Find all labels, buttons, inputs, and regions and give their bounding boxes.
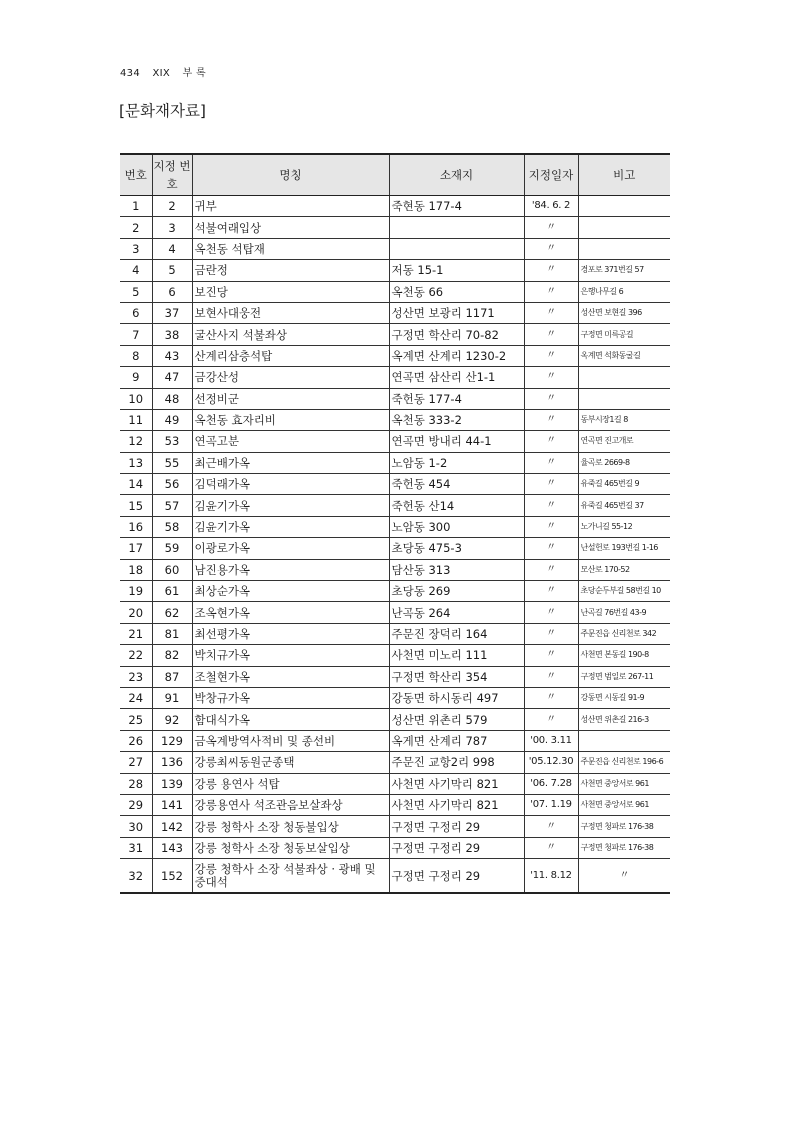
cell-no: 21 xyxy=(120,623,152,644)
table-row xyxy=(120,367,670,388)
cell-name: 금강산성 xyxy=(192,367,389,388)
table-row xyxy=(120,773,670,794)
page-title: [문화재자료] xyxy=(119,102,206,120)
cell-no: 3 xyxy=(120,238,152,259)
cell-location: 성산면 위촌리 579 xyxy=(389,709,524,730)
table-row xyxy=(120,388,670,409)
cell-designation-date: 〃 xyxy=(524,516,578,537)
cell-remarks: 〃 xyxy=(578,859,670,894)
cell-remarks: 사천면 중앙서로 961 xyxy=(578,773,670,794)
cell-location: 초당동 475-3 xyxy=(389,538,524,559)
cell-name: 보현사대웅전 xyxy=(192,302,389,323)
cell-no: 14 xyxy=(120,474,152,495)
table-row xyxy=(120,474,670,495)
cell-designation-no: 53 xyxy=(152,431,192,452)
cell-designation-no: 59 xyxy=(152,538,192,559)
cell-location: 난곡동 264 xyxy=(389,602,524,623)
cell-location: 구정면 구정리 29 xyxy=(389,837,524,858)
cell-name: 옥천동 석탑재 xyxy=(192,238,389,259)
cell-name: 최상순가옥 xyxy=(192,581,389,602)
table-row xyxy=(120,859,670,894)
table-row xyxy=(120,495,670,516)
cell-designation-date: 〃 xyxy=(524,623,578,644)
cell-designation-no: 91 xyxy=(152,687,192,708)
cell-designation-no: 139 xyxy=(152,773,192,794)
cell-designation-no: 4 xyxy=(152,238,192,259)
cell-name: 김윤기가옥 xyxy=(192,516,389,537)
cell-location: 사천면 사기막리 821 xyxy=(389,773,524,794)
cell-no: 7 xyxy=(120,324,152,345)
cell-designation-date: 〃 xyxy=(524,217,578,238)
table-row xyxy=(120,217,670,238)
cell-designation-no: 43 xyxy=(152,345,192,366)
header-no: 번호 xyxy=(120,154,152,196)
cell-designation-no: 3 xyxy=(152,217,192,238)
table-row xyxy=(120,623,670,644)
cell-name: 강릉 용연사 석탑 xyxy=(192,773,389,794)
cell-name: 박치규가옥 xyxy=(192,645,389,666)
cell-remarks: 유죽길 465번길 37 xyxy=(578,495,670,516)
cell-no: 1 xyxy=(120,196,152,217)
cell-designation-no: 129 xyxy=(152,730,192,751)
cell-location: 구정면 학산리 70-82 xyxy=(389,324,524,345)
cell-location: 죽헌동 산14 xyxy=(389,495,524,516)
cell-designation-no: 143 xyxy=(152,837,192,858)
table-row xyxy=(120,281,670,302)
cell-designation-no: 5 xyxy=(152,260,192,281)
cell-location: 노암동 1-2 xyxy=(389,452,524,473)
cell-name: 이광로가옥 xyxy=(192,538,389,559)
cell-name: 귀부 xyxy=(192,196,389,217)
cell-location: 구정면 구정리 29 xyxy=(389,859,524,894)
cell-no: 23 xyxy=(120,666,152,687)
cell-location: 성산면 보광리 1171 xyxy=(389,302,524,323)
cell-location xyxy=(389,217,524,238)
cell-name: 보진당 xyxy=(192,281,389,302)
table-row xyxy=(120,409,670,430)
cell-name: 남진용가옥 xyxy=(192,559,389,580)
cell-name: 금란정 xyxy=(192,260,389,281)
cell-no: 16 xyxy=(120,516,152,537)
cell-name: 금옥계방역사적비 및 종선비 xyxy=(192,730,389,751)
cell-location: 옥게면 산계리 787 xyxy=(389,730,524,751)
cell-designation-date: 〃 xyxy=(524,666,578,687)
table-row xyxy=(120,709,670,730)
table-row xyxy=(120,645,670,666)
cell-no: 32 xyxy=(120,859,152,894)
cell-no: 4 xyxy=(120,260,152,281)
cell-designation-date: 〃 xyxy=(524,409,578,430)
cell-location: 저동 15-1 xyxy=(389,260,524,281)
cell-no: 9 xyxy=(120,367,152,388)
cell-name: 강릉 청학사 소장 청동보살입상 xyxy=(192,837,389,858)
cell-remarks: 난곡길 76번길 43-9 xyxy=(578,602,670,623)
cell-designation-date: 〃 xyxy=(524,538,578,559)
cell-location: 죽현동 177-4 xyxy=(389,196,524,217)
table-row xyxy=(120,794,670,815)
table-header-row xyxy=(120,154,670,196)
header-designation-date: 지정일자 xyxy=(524,154,578,196)
table-row xyxy=(120,452,670,473)
cell-location: 사천면 미노리 111 xyxy=(389,645,524,666)
cell-designation-date: 〃 xyxy=(524,281,578,302)
cell-location: 초당동 269 xyxy=(389,581,524,602)
cell-remarks xyxy=(578,730,670,751)
cell-no: 29 xyxy=(120,794,152,815)
cell-designation-no: 56 xyxy=(152,474,192,495)
cell-designation-date: 〃 xyxy=(524,559,578,580)
cell-designation-date: 〃 xyxy=(524,452,578,473)
cell-name: 함대식가옥 xyxy=(192,709,389,730)
cell-name: 선정비군 xyxy=(192,388,389,409)
cell-designation-no: 55 xyxy=(152,452,192,473)
cell-designation-no: 6 xyxy=(152,281,192,302)
cell-designation-date: 〃 xyxy=(524,238,578,259)
cell-remarks xyxy=(578,388,670,409)
cell-name: 산계리삼층석탑 xyxy=(192,345,389,366)
cell-no: 27 xyxy=(120,752,152,773)
cell-designation-no: 82 xyxy=(152,645,192,666)
cell-location: 죽헌동 454 xyxy=(389,474,524,495)
cell-remarks xyxy=(578,196,670,217)
cell-designation-date: '05.12.30 xyxy=(524,752,578,773)
cell-designation-no: 47 xyxy=(152,367,192,388)
cell-remarks: 동부시장1길 8 xyxy=(578,409,670,430)
cell-remarks: 구정면 범일로 267-11 xyxy=(578,666,670,687)
cell-no: 30 xyxy=(120,816,152,837)
cell-designation-no: 152 xyxy=(152,859,192,894)
section-name: 부 록 xyxy=(182,68,206,79)
table-row xyxy=(120,837,670,858)
cell-designation-no: 38 xyxy=(152,324,192,345)
table-row xyxy=(120,324,670,345)
table-row xyxy=(120,581,670,602)
cell-remarks: 초당순두부길 58번길 10 xyxy=(578,581,670,602)
cell-no: 17 xyxy=(120,538,152,559)
cell-designation-date: 〃 xyxy=(524,602,578,623)
cell-remarks xyxy=(578,367,670,388)
cell-remarks: 난설헌로 193번길 1-16 xyxy=(578,538,670,559)
cell-location: 강동면 하시동리 497 xyxy=(389,687,524,708)
cell-designation-no: 37 xyxy=(152,302,192,323)
cell-location: 주문진 장덕리 164 xyxy=(389,623,524,644)
cell-designation-date: 〃 xyxy=(524,687,578,708)
cell-designation-no: 87 xyxy=(152,666,192,687)
table-row xyxy=(120,602,670,623)
table-row xyxy=(120,559,670,580)
cell-name: 옥천동 효자리비 xyxy=(192,409,389,430)
cell-designation-date: 〃 xyxy=(524,816,578,837)
cell-remarks: 성산면 보현길 396 xyxy=(578,302,670,323)
cell-location: 연곡면 삼산리 산1-1 xyxy=(389,367,524,388)
cell-name: 최선평가옥 xyxy=(192,623,389,644)
cell-name: 강릉 청학사 소장 청동불입상 xyxy=(192,816,389,837)
cell-remarks: 옥계면 석화동굴길 xyxy=(578,345,670,366)
cell-name: 강릉 청학사 소장 석불좌상 · 광배 및 중대석 xyxy=(192,859,389,894)
cell-designation-no: 60 xyxy=(152,559,192,580)
table-row xyxy=(120,345,670,366)
cell-no: 19 xyxy=(120,581,152,602)
cell-remarks xyxy=(578,238,670,259)
cell-no: 13 xyxy=(120,452,152,473)
cell-location: 노암동 300 xyxy=(389,516,524,537)
cell-name: 굴산사지 석불좌상 xyxy=(192,324,389,345)
cell-designation-date: '06. 7.28 xyxy=(524,773,578,794)
running-header xyxy=(120,64,215,79)
cell-no: 10 xyxy=(120,388,152,409)
cell-no: 24 xyxy=(120,687,152,708)
cell-name: 연곡고분 xyxy=(192,431,389,452)
cell-location: 담산동 313 xyxy=(389,559,524,580)
cell-designation-no: 58 xyxy=(152,516,192,537)
cell-designation-date: 〃 xyxy=(524,367,578,388)
cell-remarks: 유죽길 465번길 9 xyxy=(578,474,670,495)
table-row xyxy=(120,538,670,559)
table-row xyxy=(120,516,670,537)
table-row xyxy=(120,196,670,217)
cell-remarks: 사천면 본동길 190-8 xyxy=(578,645,670,666)
cell-designation-no: 61 xyxy=(152,581,192,602)
cell-designation-date: 〃 xyxy=(524,302,578,323)
cell-remarks: 은행나무길 6 xyxy=(578,281,670,302)
cell-no: 11 xyxy=(120,409,152,430)
cell-designation-no: 57 xyxy=(152,495,192,516)
cell-name: 김윤기가옥 xyxy=(192,495,389,516)
cell-designation-no: 92 xyxy=(152,709,192,730)
cell-remarks: 사천면 중앙서로 961 xyxy=(578,794,670,815)
cell-no: 20 xyxy=(120,602,152,623)
cell-remarks: 구정면 청파로 176-38 xyxy=(578,837,670,858)
cell-designation-date: '11. 8.12 xyxy=(524,859,578,894)
cell-designation-date: 〃 xyxy=(524,324,578,345)
cell-location: 구정면 구정리 29 xyxy=(389,816,524,837)
table-row xyxy=(120,816,670,837)
cell-remarks: 구정면 미륵공길 xyxy=(578,324,670,345)
cell-designation-no: 141 xyxy=(152,794,192,815)
cell-name: 석불여래입상 xyxy=(192,217,389,238)
cell-designation-date: 〃 xyxy=(524,495,578,516)
page-number: 434 xyxy=(120,68,140,79)
cell-name: 강릉용연사 석조관음보살좌상 xyxy=(192,794,389,815)
cell-remarks: 주문진읍 신리천로 196-6 xyxy=(578,752,670,773)
cell-designation-no: 62 xyxy=(152,602,192,623)
cell-location: 연곡면 방내리 44-1 xyxy=(389,431,524,452)
table-row xyxy=(120,431,670,452)
cell-designation-no: 2 xyxy=(152,196,192,217)
cell-designation-no: 81 xyxy=(152,623,192,644)
cell-remarks: 경포로 371번길 57 xyxy=(578,260,670,281)
table-row xyxy=(120,238,670,259)
header-designation-no: 지정 번호 xyxy=(152,154,192,196)
cell-designation-date: 〃 xyxy=(524,260,578,281)
cell-no: 18 xyxy=(120,559,152,580)
header-location: 소재지 xyxy=(389,154,524,196)
chapter-number: XIX xyxy=(152,68,171,79)
cell-no: 8 xyxy=(120,345,152,366)
cell-location xyxy=(389,238,524,259)
cell-no: 25 xyxy=(120,709,152,730)
cell-designation-date: 〃 xyxy=(524,431,578,452)
cell-location: 옥천동 66 xyxy=(389,281,524,302)
cell-remarks: 강동면 시동길 91-9 xyxy=(578,687,670,708)
cell-designation-date: 〃 xyxy=(524,645,578,666)
cell-location: 옥천동 333-2 xyxy=(389,409,524,430)
cell-location: 죽헌동 177-4 xyxy=(389,388,524,409)
cell-no: 31 xyxy=(120,837,152,858)
cell-remarks: 성산면 위촌길 216-3 xyxy=(578,709,670,730)
cell-designation-date: 〃 xyxy=(524,837,578,858)
cell-designation-date: '84. 6. 2 xyxy=(524,196,578,217)
cell-location: 주문진 교항2리 998 xyxy=(389,752,524,773)
cell-remarks: 모산로 170-52 xyxy=(578,559,670,580)
cell-designation-no: 48 xyxy=(152,388,192,409)
cell-designation-date: 〃 xyxy=(524,581,578,602)
cell-no: 22 xyxy=(120,645,152,666)
cell-remarks: 구정면 청파로 176-38 xyxy=(578,816,670,837)
cell-designation-no: 49 xyxy=(152,409,192,430)
cell-no: 28 xyxy=(120,773,152,794)
cell-remarks: 율곡로 2669-8 xyxy=(578,452,670,473)
cell-remarks xyxy=(578,217,670,238)
cell-designation-date: '07. 1.19 xyxy=(524,794,578,815)
cell-designation-date: 〃 xyxy=(524,345,578,366)
cell-remarks: 주문진읍 신리천로 342 xyxy=(578,623,670,644)
cell-remarks: 노가니길 55-12 xyxy=(578,516,670,537)
cell-no: 5 xyxy=(120,281,152,302)
cell-name: 김덕래가옥 xyxy=(192,474,389,495)
cell-remarks: 연곡면 진고개로 xyxy=(578,431,670,452)
table-row xyxy=(120,302,670,323)
header-remarks: 비고 xyxy=(578,154,670,196)
cell-designation-date: 〃 xyxy=(524,474,578,495)
cell-name: 조철현가옥 xyxy=(192,666,389,687)
cell-location: 사천면 사기막리 821 xyxy=(389,794,524,815)
cell-designation-date: '00. 3.11 xyxy=(524,730,578,751)
cell-no: 26 xyxy=(120,730,152,751)
cell-name: 박창규가옥 xyxy=(192,687,389,708)
cell-name: 최근배가옥 xyxy=(192,452,389,473)
table-row xyxy=(120,730,670,751)
cell-no: 12 xyxy=(120,431,152,452)
cell-designation-no: 142 xyxy=(152,816,192,837)
cell-no: 6 xyxy=(120,302,152,323)
cell-designation-no: 136 xyxy=(152,752,192,773)
cell-designation-date: 〃 xyxy=(524,388,578,409)
table-row xyxy=(120,687,670,708)
cell-name: 조옥현가옥 xyxy=(192,602,389,623)
cell-no: 15 xyxy=(120,495,152,516)
cell-no: 2 xyxy=(120,217,152,238)
cell-name: 강릉최씨동원군종택 xyxy=(192,752,389,773)
cell-location: 구정면 학산리 354 xyxy=(389,666,524,687)
table-row xyxy=(120,666,670,687)
table-row xyxy=(120,752,670,773)
header-name: 명칭 xyxy=(192,154,389,196)
cell-designation-date: 〃 xyxy=(524,709,578,730)
table-row xyxy=(120,260,670,281)
cultural-assets-table xyxy=(120,153,670,894)
cell-location: 옥계면 산계리 1230-2 xyxy=(389,345,524,366)
